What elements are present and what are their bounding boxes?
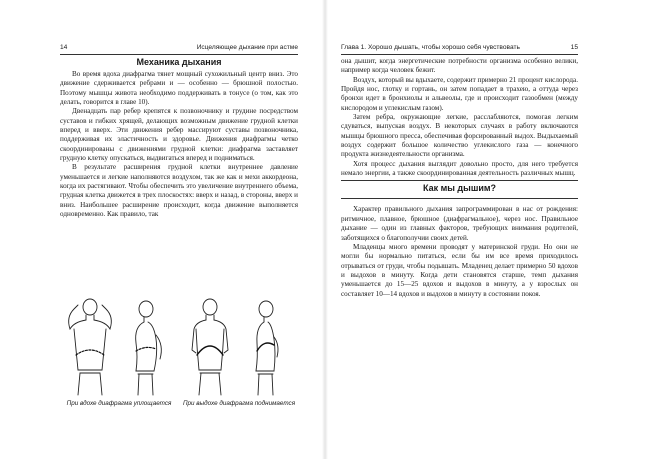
left-page-header [60,42,298,55]
paragraph: она дышит, когда энергетические потребности организма особенно велики, например когда человек бежит. [341,57,578,75]
paragraph: Во время вдоха диафрагма тянет мощный сухожильный центр вниз. Это движение сдерживается ребрами и — особенно — брюшной полостью. Поэтому мышцы живота необходимо поддерживать в тонусе (о том, как это делать, говорится в главе 10). [60,70,298,107]
paragraph: Хотя процесс дыхания выглядит довольно просто, для него требуется немало энергии, а также скоординированная деятельность различных мышц. [341,159,578,178]
right-page [325,0,650,459]
section-title-mechanics: Механика дыхания [136,57,222,67]
paragraph: В результате расширения грудной клетки внутреннее давление уменьшается и легкие наполняются воздухом, так же как и мехи аккордеона, когда их растягивают. Чтобы обеспечить это увеличение внутреннего объема, грудная клетка движется в трех плоскостях: вверх и назад, в стороны, вверх и вниз. Наибольшее расширение происходит, когда движение выполняется одновременно. Как правило, так [60,163,298,219]
right-page-content [341,57,578,299]
exhale-illustration [184,295,296,397]
paragraph: Характер правильного дыхания запрограммирован в нас от рождения: ритмичное, плавное, брюшное (диафрагмальное), через нос. Правильное дыхание — один из главных факторов, требующих внимания родителей, заботящихся о благополучии своих детей. [341,205,578,242]
right-running-title: Глава 1. Хорошо дышать, чтобы хорошо себя чувствовать [341,44,520,51]
paragraph: Воздух, который вы вдыхаете, содержит примерно 21 процент кислорода. Пройдя нос, глотку и гортань, он затем попадает в трахею, а оттуда через бронхи идет в бронхиолы и альвеолы, где и происходит газообмен (между кислородом и углекислым газом). [341,75,578,112]
paragraph: Двенадцать пар ребер крепятся к позвоночнику и грудине посредством суставов и гибких хрящей, делающих возможным движение грудной клетки вперед и вверх. Эти движения ребер массируют суставы позвоночника, поддерживая их эластичность и здоровье. Движения диафрагмы четко скоординированы с движениями грудной клетки: диафрагма заставляет грудную клетку опускаться, выдвигаться вперед и подниматься. [60,107,298,163]
inhale-illustration [64,295,176,397]
figure-inhale [60,295,178,425]
right-page-number: 15 [570,44,578,51]
right-page-header [341,42,578,55]
left-running-title: Исцеляющее дыхание при астме [196,44,298,51]
left-page-content [60,57,298,220]
paragraph: Затем ребра, окружающие легкие, расслабляются, помогая легким сдуваться, выпуская воздух. В некоторых случаях в работу включаются мышцы брюшного пресса, обеспечивая форсированный выдох. Выдыхаемый воздух содержит большое количество углекислого газа — конечного продукта жизнедеятельности организма. [341,113,578,159]
section-title-box [341,180,578,199]
section-title-how-we-breathe: Как мы дышим? [422,183,497,194]
left-page-number: 14 [60,44,68,51]
figure-caption-exhale: При выдохе диафрагма поднимается [182,400,296,407]
diaphragm-figure [60,295,298,425]
figure-exhale [180,295,298,425]
figure-caption-inhale: При вдохе диафрагма уплощается [66,400,172,407]
paragraph: Младенцы много времени проводят у материнской груди. Но они не могли бы нормально питаться, если бы им все время приходилось отрываться от груди, чтобы подышать. Младенец делает примерно 50 вдохов и выдохов в минуту. Когда дети становятся старше, темп дыхания уменьшается до 15—25 вдохов и выдохов в минуту, а у взрослых он составляет 10—14 вдохов и выдохов в минуту в состоянии покоя. [341,242,578,298]
